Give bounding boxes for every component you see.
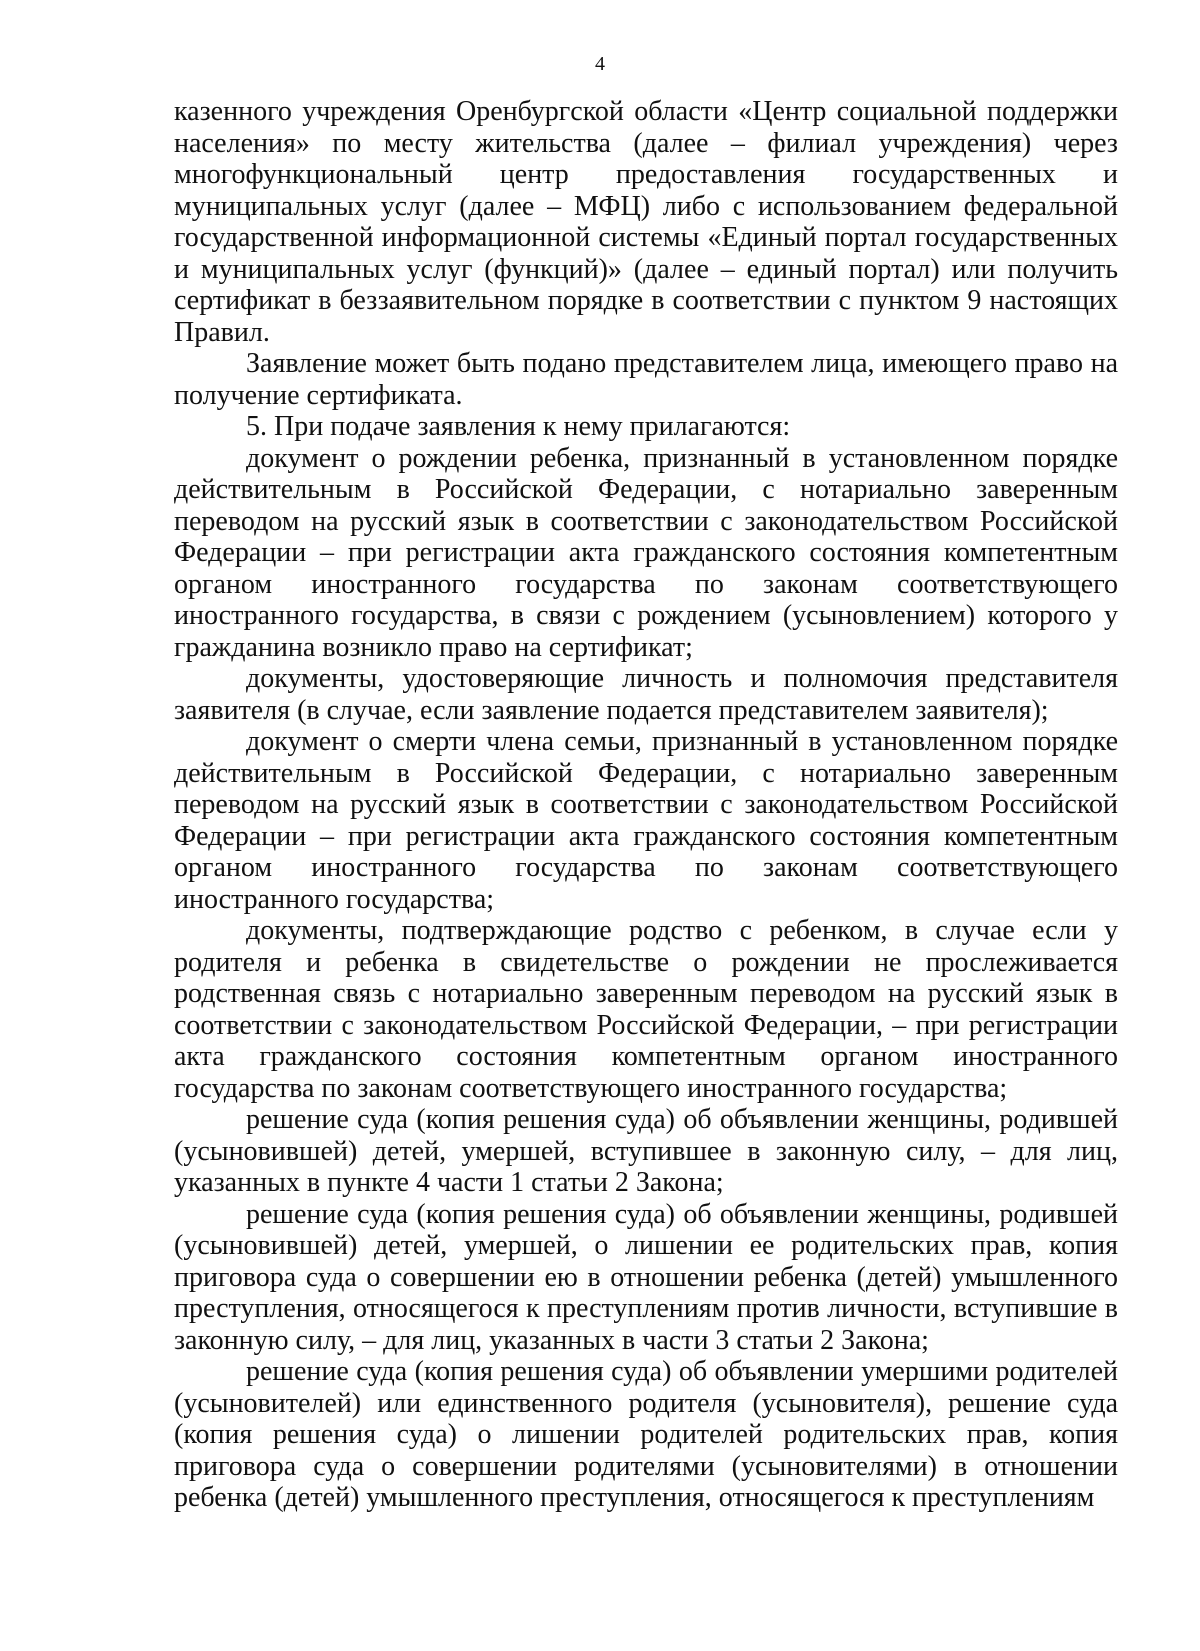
paragraph-court-decision-1: решение суда (копия решения суда) об объявлении женщины, родившей (усыновившей) детей, умершей, вступившее в законную силу, – для лиц, указанных в пункте 4 части 1 статьи 2 Закона; — [174, 1104, 1118, 1198]
paragraph-death-document: документ о смерти члена семьи, признанный в установленном порядке действительным в Российской Федерации, с нотариально заверенным переводом на русский язык в соответствии с законодательством Российской Федерации – при регистрации акта гражданского состояния компетентным органом иностранного государства по законам соответствующего иностранного государства; — [174, 726, 1118, 915]
paragraph-item-5-heading: 5. При подаче заявления к нему прилагаются: — [246, 411, 791, 442]
paragraph-court-decision-2: решение суда (копия решения суда) об объявлении женщины, родившей (усыновившей) детей, умершей, о лишении ее родительских прав, копия приговора суда о совершении ею в отношении ребенка (детей) умышленного преступления, относящегося к преступлениям против личности, вступившие в законную силу, – для лиц, указанных в части 3 статьи 2 Закона; — [174, 1198, 1118, 1356]
paragraph-continuation: казенного учреждения Оренбургской области «Центр социальной поддержки населения» по месту жительства (далее – филиал учреждения) через многофункциональный центр предоставления государственных и муниципальных услуг (далее – МФЦ) либо с использованием федеральной государственной информационной системы «Единый портал государственных и муниципальных услуг (функций)» (далее – единый портал) или получить сертификат в беззаявительном порядке в соответствии с пунктом 9 настоящих Правил. — [174, 96, 1118, 348]
paragraph-birth-document: документ о рождении ребенка, признанный в установленном порядке действительным в Российской Федерации, с нотариально заверенным переводом на русский язык в соответствии с законодательством Российской Федерации – при регистрации акта гражданского состояния компетентным органом иностранного государства по законам соответствующего иностранного государства, в связи с рождением (усыновлением) которого у гражданина возникло право на сертификат; — [174, 442, 1118, 663]
paragraph-court-decision-3: решение суда (копия решения суда) об объявлении умершими родителей (усыновителей) или единственного родителя (усыновителя), решение суда (копия решения суда) о лишении родителей родительских прав, копия приговора суда о совершении родителями (усыновителями) в отношении ребенка (детей) умышленного преступления, относящегося к преступлениям — [174, 1356, 1118, 1513]
document-body — [174, 96, 1118, 1514]
paragraph-identity-documents: документы, удостоверяющие личность и полномочия представителя заявителя (в случае, если заявление подается представителем заявителя); — [174, 663, 1118, 726]
paragraph-representative: Заявление может быть подано представителем лица, имеющего право на получение сертификата. — [174, 348, 1118, 411]
page-number: 4 — [595, 53, 605, 75]
paragraph-kinship-documents: документы, подтверждающие родство с ребенком, в случае если у родителя и ребенка в свидетельстве о рождении не прослеживается родственная связь с нотариально заверенным переводом на русский язык в соответствии с законодательством Российской Федерации, – при регистрации акта гражданского состояния компетентным органом иностранного государства по законам соответствующего иностранного государства; — [174, 915, 1118, 1104]
